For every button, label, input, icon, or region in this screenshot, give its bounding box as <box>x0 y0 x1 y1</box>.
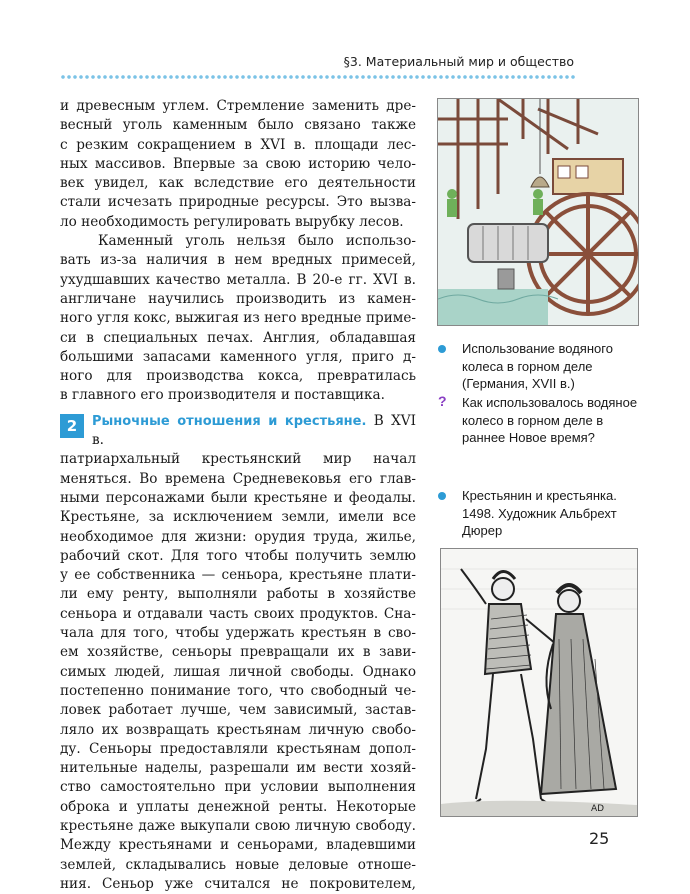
text-line: ляло их возвращать крестьянам личную свобо- <box>60 721 416 738</box>
paragraph-2 <box>60 232 416 406</box>
text-line: Каменный уголь нельзя было использо- <box>98 233 416 250</box>
dotted-divider <box>60 74 575 80</box>
caption-text: Крестьянин и крестьянка. 1498. Художник Альбрехт Дюрер <box>462 488 617 538</box>
text-line: век увидел, как вследствие его деятельности <box>60 175 416 192</box>
text-line: ухудшавших качество металла. В 20-е гг. XVI в. <box>60 271 416 288</box>
text-line: оброка и уплаты денежной ренты. Некоторые <box>60 798 416 815</box>
page-number: 25 <box>589 829 610 848</box>
running-title: §3. Материальный мир и общество <box>343 54 574 69</box>
text-line: нительные наделы, разрешали им вести хозяй- <box>60 760 416 777</box>
text-line: у ее собственника — сеньора, крестьяне плати- <box>60 567 416 584</box>
section-2 <box>60 412 416 894</box>
text-line: с резким сокращением в XVI в. площади лес- <box>60 136 416 153</box>
peasant-couple-figure <box>440 548 638 817</box>
question-mark-icon: ? <box>438 393 447 409</box>
section-first-line <box>60 412 416 451</box>
text-line: ными персонажами были крестьяне и феодалы. <box>60 489 416 506</box>
text-line: землей, складывались новые деловые отноше- <box>60 856 416 873</box>
text-line: Между крестьянами и сеньорами, владевшими <box>60 837 416 854</box>
peasant-couple-engraving-icon <box>441 549 637 816</box>
text-line: ду. Сеньоры предоставляли крестьянам допол- <box>60 740 416 757</box>
text-line: необходимое для жизни: орудия труда, жилье, <box>60 528 416 545</box>
text-fragment: В XVI в. <box>92 412 416 449</box>
text-line: весный уголь каменным было связано также <box>60 117 416 134</box>
bullet-icon <box>438 492 446 500</box>
caption-water-wheel <box>438 340 638 393</box>
text-line: ли ему ренту, выполняли работы в хозяйстве <box>60 586 416 603</box>
text-line: ло необходимость регулировать вырубку лесов. <box>60 213 404 230</box>
text-line: симых людей, лишая личной свободы. Однако <box>60 663 416 680</box>
text-line: патриархальный крестьянский мир начал <box>60 451 416 468</box>
section-number-badge: 2 <box>60 414 84 438</box>
bullet-icon <box>438 345 446 353</box>
text-line: си в специальных печах. Англия, обладавшая <box>60 329 416 346</box>
text-line: англичане научились производить из камен- <box>60 290 416 307</box>
caption-text: Использование водяного колеса в горном деле (Германия, XVII в.) <box>462 341 613 391</box>
paragraph-1 <box>60 97 416 232</box>
text-line: постепенно понимание того, что свободный че- <box>60 682 416 699</box>
text-line: вать из-за наличия в нем вредных примесей, <box>60 252 416 269</box>
question-block <box>438 394 638 447</box>
text-line: рабочий скот. Для того чтобы получить землю <box>60 547 416 564</box>
water-wheel-figure <box>437 98 639 326</box>
text-line: чала для того, чтобы удержать крестьян в сво- <box>60 625 416 642</box>
text-line: ство самостоятельно при условии выполнения <box>60 779 416 796</box>
text-line: Крестьяне, за исключением земли, имели все <box>60 509 416 526</box>
text-line: ловек работает лучше, чем зависимый, застав- <box>60 702 416 719</box>
caption-peasants <box>438 487 638 540</box>
text-line: ного для производства кокса, превратилась <box>60 368 416 385</box>
question-text: Как использовалось водяное колесо в горном деле в раннее Новое время? <box>462 395 638 445</box>
text-line: ного угля кокс, выжигая из него вредные приме- <box>60 310 416 327</box>
text-line: ных массивов. Впервые за свою историю чело- <box>60 155 416 172</box>
text-line: меняться. Во времена Средневековья его глав- <box>60 470 416 487</box>
text-line: сеньора и отдавали часть своих продуктов. Сна- <box>60 605 416 622</box>
text-line: ния. Сеньор уже считался не покровителем, <box>60 875 416 892</box>
text-line: большими запасами каменного угля, приго д- <box>60 348 416 365</box>
text-line: в главного его производителя и поставщика. <box>60 387 385 404</box>
main-text-column <box>60 97 416 894</box>
text-line: и древесным углем. Стремление заменить дре- <box>60 98 416 114</box>
text-line: стали исчезать природные ресурсы. Это вызва- <box>60 194 416 211</box>
text-line: ем хозяйстве, сеньоры превращали их в зави- <box>60 644 416 661</box>
text-line: крестьяне даже выкупали свою личную свободу. <box>60 817 416 834</box>
water-wheel-illustration-icon <box>438 99 638 325</box>
section-title: Рыночные отношения и крестьяне. <box>92 413 367 429</box>
svg-text:AD: AD <box>591 804 605 814</box>
